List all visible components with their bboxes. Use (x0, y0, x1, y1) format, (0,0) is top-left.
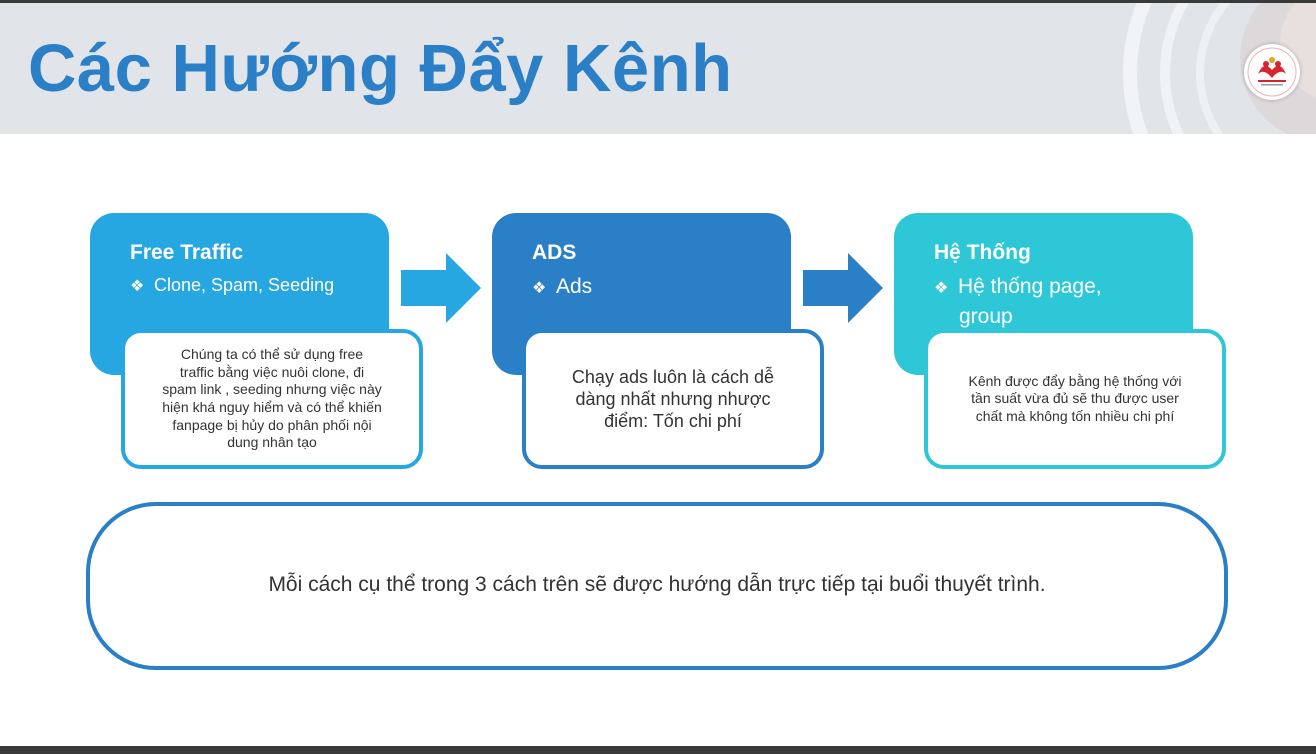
note-he-thong (924, 329, 1226, 469)
note-text: Kênh được đẩy bằng hệ thống với tần suất vừa đủ sẽ thu được user chất mà không tốn nhiều chi phí (968, 372, 1182, 424)
card-title: Hệ Thống (934, 241, 1031, 264)
note-free-traffic (121, 329, 423, 469)
card-title: Free Traffic (130, 241, 244, 264)
note-ads (522, 329, 824, 469)
summary-box (86, 502, 1228, 670)
card-bullet-continuation: group (959, 305, 1013, 328)
org-logo-icon (1244, 44, 1300, 100)
right-arrow-icon (803, 253, 883, 323)
card-bullet (934, 273, 1102, 331)
slide-bottom-border (0, 746, 1316, 754)
diamond-bullet-icon: ❖ (532, 280, 547, 297)
summary-text: Mỗi cách cụ thể trong 3 cách trên sẽ được hướng dẫn trực tiếp tại buổi thuyết trình. (268, 573, 1046, 596)
card-bullet-text: Ads (556, 275, 593, 298)
note-text: Chạy ads luôn là cách dễ dàng nhất nhưng nhược điểm: Tốn chi phí (571, 367, 775, 431)
diamond-bullet-icon: ❖ (934, 280, 949, 297)
note-text: Chúng ta có thể sử dụng free traffic bằng việc nuôi clone, đi spam link , seeding nhưng việc này hiện khá nguy hiểm và có thể khiến fanpage bị hủy do phân phối nội dung nhân tạo (162, 346, 382, 451)
card-bullet (130, 275, 334, 296)
card-bullet (532, 273, 592, 303)
card-bullet-text: Hệ thống page, (958, 275, 1102, 298)
right-arrow-icon (401, 253, 481, 323)
page-title: Các Hướng Đẩy Kênh (28, 31, 733, 106)
card-bullet-text: Clone, Spam, Seeding (154, 275, 335, 295)
diamond-bullet-icon: ❖ (130, 278, 145, 295)
slide-header (0, 3, 1316, 134)
card-title: ADS (532, 241, 577, 264)
